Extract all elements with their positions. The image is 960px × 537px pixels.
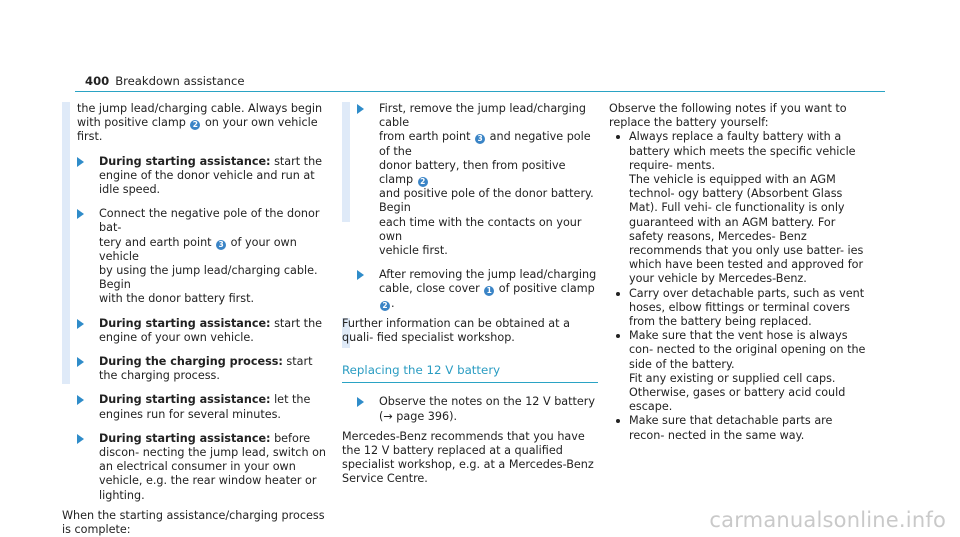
closing-paragraph: When the starting assistance/charging process is complete:: [62, 508, 325, 537]
step-arrow-icon: [357, 397, 364, 407]
step-arrow-icon: [77, 209, 84, 219]
list-item: Always replace a faulty battery with a battery which meets the specific vehicle require- ments.: [609, 130, 871, 173]
callout-marker-2: 2: [418, 177, 428, 187]
list-item-note: The vehicle is equipped with an AGM technol- ogy battery (Absorbent Glass Mat). Full vehi- cle functionality is only guaranteed with an AGM battery. For safety reasons, Mercedes- Benz recommends that you only use batter- ies which have been tested and approved for your vehicle by Mercedes-Benz.: [629, 173, 864, 286]
step-item: During starting assistance: start the engine of your own vehicle.: [62, 317, 330, 345]
recommend-paragraph: Mercedes-Benz recommends that you have the 12 V battery replaced at a qualified specialist workshop, e.g. at a Mercedes-Benz Service Centre.: [342, 429, 594, 486]
step-arrow-icon: [77, 357, 84, 367]
callout-marker-1: 1: [484, 286, 494, 296]
callout-marker-2: 2: [380, 301, 390, 311]
list-item-note: Otherwise, gases or battery acid could escape.: [629, 386, 846, 414]
list-item: Make sure that detachable parts are recon- nected in the same way.: [609, 414, 871, 442]
column-middle: [342, 102, 598, 487]
step-item: During starting assistance: before discon- necting the jump lead, switch on an electrical consumer in your own vehicle, e.g. the rear window heater or lighting.: [62, 432, 330, 503]
step-arrow-icon: [77, 319, 84, 329]
bullet-icon: [616, 419, 620, 423]
step-item: Connect the negative pole of the donor bat- tery and earth point 3 of your own vehicle by using the jump lead/charging cable. Begin with the donor battery first.: [62, 207, 330, 306]
step-item: During starting assistance: start the engine of the donor vehicle and run at idle speed.: [62, 155, 330, 198]
callout-marker-2: 2: [190, 120, 200, 130]
intro-paragraph: the jump lead/charging cable. Always begin with positive clamp 2 on your own vehicle first.: [77, 102, 323, 144]
step-arrow-icon: [77, 434, 84, 444]
step-item: First, remove the jump lead/charging cable from earth point 3 and negative pole of the donor battery, then from positive clamp 2 and positive pole of the donor battery. Begin each time with the contacts on your own vehicle first.: [342, 102, 598, 258]
page-header: [85, 74, 245, 88]
column-right: [609, 102, 871, 443]
step-arrow-icon: [357, 270, 364, 280]
column-left: [62, 102, 330, 537]
list-item: Carry over detachable parts, such as vent hoses, elbow fittings or terminal covers from the battery being replaced.: [609, 287, 871, 330]
bullet-icon: [616, 135, 620, 139]
bullet-icon: [616, 334, 620, 338]
step-item: After removing the jump lead/charging cable, close cover 1 of positive clamp 2 .: [342, 268, 598, 311]
page-reference-link[interactable]: (→ page 396).: [379, 409, 458, 423]
step-arrow-icon: [77, 395, 84, 405]
intro-paragraph: Observe the following notes if you want to replace the battery yourself:: [609, 102, 847, 130]
list-item-note: Fit any existing or supplied cell caps.: [629, 371, 836, 385]
list-item: Make sure that the vent hose is always con- nected to the original opening on the side of the battery.: [609, 329, 871, 372]
further-info: Further information can be obtained at a quali- fied specialist workshop.: [342, 316, 570, 345]
step-item: During starting assistance: let the engines run for several minutes.: [62, 393, 330, 421]
header-rule: [75, 91, 885, 92]
page-title: Breakdown assistance: [115, 74, 245, 88]
watermark: carmanualsonline.info: [709, 507, 946, 532]
step-item: During the charging process: start the charging process.: [62, 355, 330, 383]
step-arrow-icon: [357, 104, 364, 114]
callout-marker-3: 3: [475, 134, 485, 144]
step-item: Observe the notes on the 12 V battery (→ page 396).: [342, 395, 598, 423]
bullet-icon: [616, 292, 620, 296]
section-heading: Replacing the 12 V battery: [342, 363, 598, 383]
page-number: 400: [85, 74, 110, 88]
step-arrow-icon: [77, 157, 84, 167]
callout-marker-3: 3: [216, 240, 226, 250]
